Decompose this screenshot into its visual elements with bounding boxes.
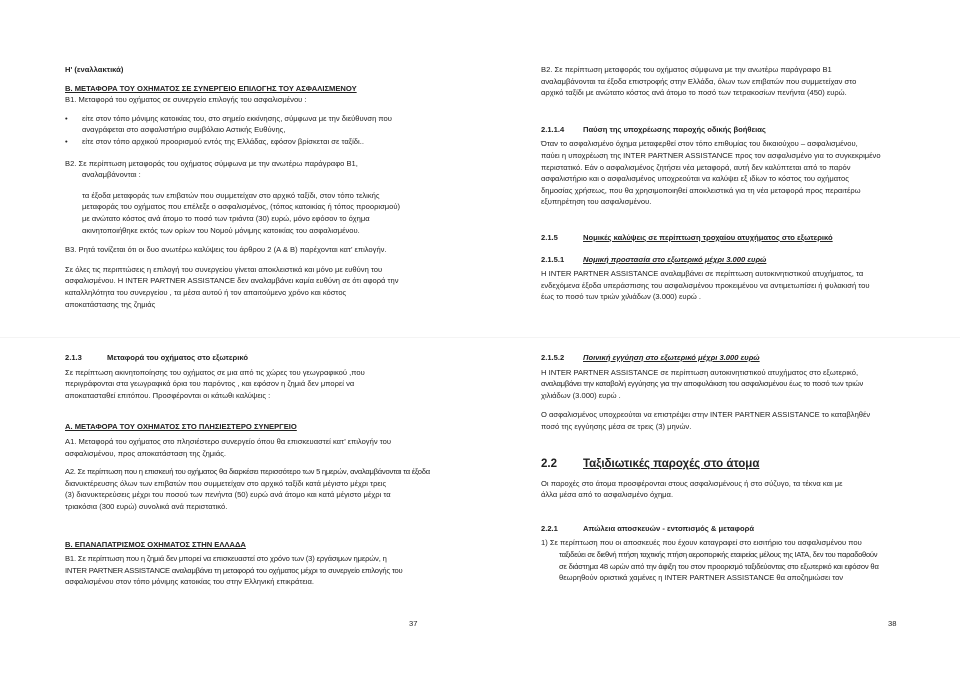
- section-text: Όταν το ασφαλισμένο όχημα μεταφερθεί στον τόπο επιθυμίας του δικαιούχου – ασφαλισμένου,: [541, 139, 858, 149]
- section-2-1-1-4-heading: [541, 124, 897, 136]
- section-number: 2.2: [541, 457, 557, 470]
- section-text: αναλαμβάνει την καταβολή εγγύησης για την αποφυλάκιση του ασφαλισμένου έως το ποσό των τριών: [541, 379, 864, 389]
- section-text: ενδεχόμενα έξοδα υπεράσπισης του ασφαλισμένου προκειμένου να αντιμετωπίσει ή φυλακισή του: [541, 280, 870, 290]
- b2-text: Β2. Σε περίπτωση μεταφοράς του οχήματος σύμφωνα με την ανωτέρω παράγραφο Β1: [541, 65, 832, 74]
- bullet-text: αναγράφεται στο ασφαλιστήριο συμβόλαιο Αστικής Ευθύνης,: [82, 125, 286, 135]
- page-37-top: [65, 64, 418, 310]
- section-2-1-5-heading: [541, 232, 897, 244]
- final-text: ασφαλισμένου. Η INTER PARTNER ASSISTANCE δεν αναλαμβάνει καμία ευθύνη σε ότι αφορά την: [65, 276, 399, 286]
- section-2-1-5-2-heading: [541, 352, 901, 364]
- page-37-bottom: [65, 352, 430, 588]
- section-text: άλλα μέσα από το ασφαλισμένο όχημα.: [541, 490, 674, 500]
- b1-text: ασφαλισμένου στον τόπο μόνιμης κατοικίας του στην Ελληνική επικράτεια.: [65, 577, 314, 587]
- section-title: Ταξιδιωτικές παροχές στο άτομα: [583, 457, 760, 470]
- page-38-top: [541, 64, 897, 303]
- a2-text: διανυκτέρευσης όλων των επιβατών που συμμετείχαν στο αρχικό ταξίδι κατά μέγιστο μέχρι τρεις: [65, 478, 387, 488]
- section-text: έως το ποσό των τριών χιλιάδων (3.000) ευρώ .: [541, 292, 702, 302]
- b1-text: Β1. Μεταφορά του οχήματος σε συνεργείο επιλογής του ασφαλισμένου :: [65, 95, 307, 105]
- section-text: Σε περίπτωση ακινητοποίησης του οχήματος σε μια από τις χώρες του γεωγραφικού ,που: [65, 367, 365, 377]
- b1-text: INTER PARTNER ASSISTANCE αναλαμβάνει τη μεταφορά του οχήματος μέχρι το συνεργείο επιλογής του: [65, 565, 403, 575]
- a1-text: ασφαλισμένου, προς αποκατάσταση της ζημιάς.: [65, 448, 227, 458]
- section-text: εξυπηρέτηση του ασφαλισμένου.: [541, 197, 652, 207]
- section-text: ταξιδεύει σε διεθνή πτήση ταχτικής πτήση αεροπορικής εταιρείας μέλους της IATA, δεν του παραδοθούν: [559, 549, 878, 559]
- section-number: 2.1.3: [65, 353, 82, 362]
- section-text: σε διάστημα 48 ωρών από την άφιξη του στον προορισμό ταξιδεύοντας στο εξωτερικό και εφόσον θα: [559, 561, 879, 571]
- bullet-text: είτε στον τόπο μόνιμης κατοικίας του, στο σημείο εκκίνησης, σύμφωνα με την διεύθυνση που: [82, 113, 392, 123]
- section-text: Η INTER PARTNER ASSISTANCE σε περίπτωση αυτοκινητιστικού ατυχήματος στο εξωτερικό,: [541, 367, 859, 377]
- section-text: παύει η υποχρέωση της INTER PARTNER ASSISTANCE προς τον ασφαλισμένο για το συγκεκριμένο: [541, 150, 881, 160]
- b2-text: Β2. Σε περίπτωση μεταφοράς του οχήματος σύμφωνα με την ανωτέρω παράγραφο Β1,: [65, 158, 358, 168]
- section-title: Ποινική εγγύηση στο εξωτερικό μέχρι 3.000 ευρώ: [583, 353, 760, 362]
- page-number: 37: [409, 619, 418, 628]
- section-2-1-3-heading: [65, 352, 427, 364]
- section-number: 2.2.1: [541, 523, 558, 533]
- b1-text: Β1. Σε περίπτωση που η ζημιά δεν μπορεί να επισκευαστεί στο χρόνο των (3) εργάσιμων ημερών, η: [65, 554, 387, 564]
- b2-text: αναλαμβάνονται τα έξοδα επιστροφής στην Ελλάδα, όλων των επιβατών που συμμετείχαν στο: [541, 76, 857, 86]
- section-title: Απώλεια αποσκευών - εντοπισμός & μεταφορά: [583, 523, 754, 533]
- section-text: θεωρηθούν οριστικά χαμένες η INTER PARTNER ASSISTANCE θα αποζημιώσει τον: [559, 573, 844, 583]
- bullet-item: [65, 136, 418, 148]
- final-text: αποκατάστασης της ζημιάς: [65, 299, 156, 309]
- page-38-bottom: [541, 352, 901, 584]
- section-text: ασφαλιστήριο και ο ασφαλισμένος υποχρεούται να καλύψει εξ ιδίων το κόστος του οχήματος: [541, 174, 849, 184]
- section-text: περιγράφονται στα γεωγραφικά όρια του παρόντος , και εφόσον η ζημιά δεν μπορεί να: [65, 379, 355, 389]
- section-b-heading: Β. ΜΕΤΑΦΟΡΑ ΤΟΥ ΟΧΗΜΑΤΟΣ ΣΕ ΣΥΝΕΡΓΕΙΟ ΕΠΙΛΟΓΗΣ ΤΟΥ ΑΣΦΑΛΙΣΜΕΝΟΥ: [65, 83, 357, 93]
- section-text: Ο ασφαλισμένος υποχρεούται να επιστρέψει στην INTER PARTNER ASSISTANCE το καταβληθέν: [541, 410, 871, 420]
- section-number: 2.1.1.4: [541, 124, 565, 134]
- page-divider: [0, 337, 960, 338]
- a1-text: Α1. Μεταφορά του οχήματος στο πλησιέστερο συνεργείο όπου θα επισκευαστεί κατ’ επιλογήν του: [65, 436, 391, 446]
- section-text: 1) Σε περίπτωση που οι αποσκευές που έχουν καταγραφεί στο εισιτήριο του ασφαλισμένου που: [541, 538, 862, 548]
- a2-text: Α2. Σε περίπτωση που η επισκευή του οχήματος θα διαρκέσει περισσότερο των 5 ημερών, αναλαμβάνονται τα έξοδα: [65, 467, 430, 477]
- section-text: Η INTER PARTNER ASSISTANCE αναλαμβάνει σε περίπτωση αυτοκινητιστικού ατυχήματος, τα: [541, 269, 864, 279]
- bullet-icon: •: [65, 136, 68, 146]
- costs-text: τα έξοδα μεταφοράς των επιβατών που συμμετείχαν στο αρχικό ταξίδι, στον τόπο τελικής: [82, 190, 380, 200]
- section-text: περιστατικό. Εάν ο ασφαλισμένος ζητήσει νέα μεταφορά, αυτή δεν καλύπτεται από το παρόν: [541, 162, 851, 172]
- section-a-heading: Α. ΜΕΤΑΦΟΡΑ ΤΟΥ ΟΧΗΜΑΤΟΣ ΣΤΟ ΠΛΗΣΙΕΣΤΕΡΟ ΣΥΝΕΡΓΕΙΟ: [65, 422, 297, 432]
- bullet-icon: •: [65, 113, 68, 123]
- final-text: Σε όλες τις περιπτώσεις η επιλογή του συνεργείου γίνεται αποκλειστικά και μόνο με ευθύνη του: [65, 264, 383, 274]
- b2-text: αρχικό ταξίδι με ανώτατο κόστος ανά άτομο το ποσό των τετρακοσίων πενήντα (450) ευρώ.: [541, 88, 847, 98]
- section-text: δημοσίας χρήσεως, που θα χρησιμοποιηθεί αποκλειστικά για τη νέα μεταφορά προς περαιτέρω: [541, 185, 861, 195]
- section-title: Νομική προστασία στο εξωτερικό μέχρι 3.000 ευρώ: [583, 254, 767, 264]
- section-number: 2.1.5: [541, 232, 558, 242]
- section-number: 2.1.5.2: [541, 353, 565, 362]
- section-title: Μεταφορά του οχήματος στο εξωτερικό: [107, 353, 248, 362]
- a2-text: τριακόσια (300 ευρώ) συνολικά ανά περιστατικό.: [65, 501, 228, 511]
- section-text: Οι παροχές στο άτομα προσφέρονται στους ασφαλισμένους ή στο σύζυγο, τα τέκνα και με: [541, 478, 843, 488]
- final-text: καταλληλότητα του συνεργείου , τα μέσα αυτού ή τον απαιτούμενο χρόνο και κόστος: [65, 287, 347, 297]
- section-title: Παύση της υποχρέωσης παροχής οδικής βοήθειας: [583, 124, 766, 134]
- section-title: Νομικές καλύψεις σε περίπτωση τροχαίου ατυχήματος στο εξωτερικό: [583, 232, 833, 242]
- b2-text: αναλαμβάνονται :: [82, 170, 141, 180]
- section-b-heading: Β. ΕΠΑΝΑΠΑΤΡΙΣΜΟΣ ΟΧΗΜΑΤΟΣ ΣΤΗΝ ΕΛΛΑΔΑ: [65, 539, 246, 549]
- title: Η' (εναλλακτικά): [65, 65, 124, 74]
- section-number: 2.1.5.1: [541, 254, 565, 264]
- section-2-1-5-1-heading: [541, 254, 897, 266]
- bullet-text: είτε στον τόπο αρχικού προορισμού εντός της Ελλάδας, εφόσον βρίσκεται σε ταξίδι..: [82, 136, 364, 146]
- section-2-2-1-heading: [541, 523, 901, 535]
- costs-text: ακινητοποιήθηκε εκτός των ορίων του Νομού μόνιμης κατοικίας του ασφαλισμένου.: [82, 225, 360, 235]
- section-text: ποσό της εγγύησης μέσα σε τρεις (3) μηνών.: [541, 421, 692, 431]
- a2-text: (3) διανυκτερεύσεις μέχρι του ποσού των πενήντα (50) ευρώ ανά άτομο και κατά μέγιστο μέχρι τα: [65, 490, 391, 500]
- section-text: χιλιάδων (3.000) ευρώ .: [541, 390, 621, 400]
- bullet-item: [65, 113, 418, 136]
- section-2-2-heading: [541, 457, 901, 472]
- costs-text: μεταφοράς του οχήματος που επέλεξε ο ασφαλισμένος, (τόπος κατοικίας ή τόπος προορισμού): [82, 202, 401, 212]
- page-number: 38: [888, 619, 897, 628]
- costs-text: με ανώτατο κόστος ανά άτομο το ποσό των τριάντα (30) ευρώ, μόνο εφόσον το όχημα: [82, 213, 370, 223]
- b3-text: Β3. Ρητά τονίζεται ότι οι δυο ανωτέρω καλύψεις του άρθρου 2 (Α & Β) παρέχονται κατ’ επιλογήν.: [65, 245, 387, 255]
- section-text: αποκατασταθεί επιτόπου. Προσφέρονται οι κάτωθι καλύψεις :: [65, 390, 271, 400]
